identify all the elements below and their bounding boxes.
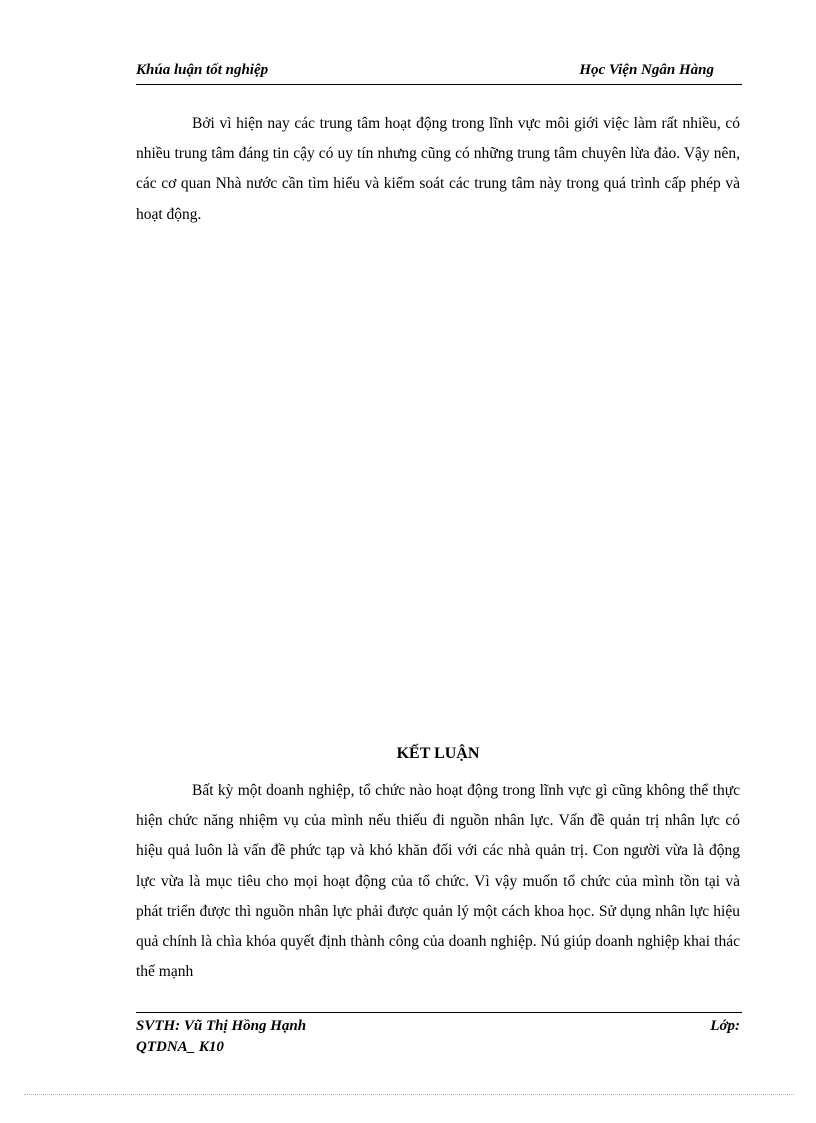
footer-class-value: QTDNA_ K10: [136, 1039, 224, 1055]
body-paragraph-1: Bởi vì hiện nay các trung tâm hoạt động trong lĩnh vực môi giới việc làm rất nhiều, có nhiều trung tâm đáng tin cậy có uy tín nhưng cũng có những trung tâm chuyên lừa đảo. Vậy nên, các cơ quan Nhà nước cần tìm hiểu và kiểm soát các trung tâm này trong quá trình cấp phép và hoạt động.: [136, 115, 740, 223]
footer-student-name: SVTH: Vũ Thị Hồng Hạnh: [136, 1018, 307, 1034]
page-bottom-dotted-rule: [24, 1094, 794, 1095]
header-institution: Học Viện Ngân Hàng: [579, 62, 714, 78]
footer-class-label: Lớp:: [710, 1018, 740, 1034]
header-thesis-title: Khúa luận tốt nghiệp: [136, 62, 269, 78]
page-footer: [136, 1016, 740, 1058]
body-paragraph-2: Bất kỳ một doanh nghiệp, tổ chức nào hoạt động trong lĩnh vực gì cũng không thể thực hiện chức năng nhiệm vụ của mình nếu thiếu đi nguồn nhân lực. Vấn đề quản trị nhân lực có hiệu quả luôn là vấn đề phức tạp và khó khăn đối với các nhà quản trị. Con người vừa là động lực vừa là mục tiêu cho mọi hoạt động của tổ chức. Vì vậy muốn tổ chức của mình tồn tại và phát triển được thì nguồn nhân lực phải được quản lý một cách khoa học. Sử dụng nhân lực hiệu quả chính là chìa khóa quyết định thành công của doanh nghiệp. Nú giúp doanh nghiệp khai thác thế mạnh: [136, 782, 740, 981]
footer-divider: [136, 1012, 742, 1013]
page-header: [136, 60, 742, 85]
section-heading-conclusion: KẾT LUẬN: [396, 745, 480, 762]
